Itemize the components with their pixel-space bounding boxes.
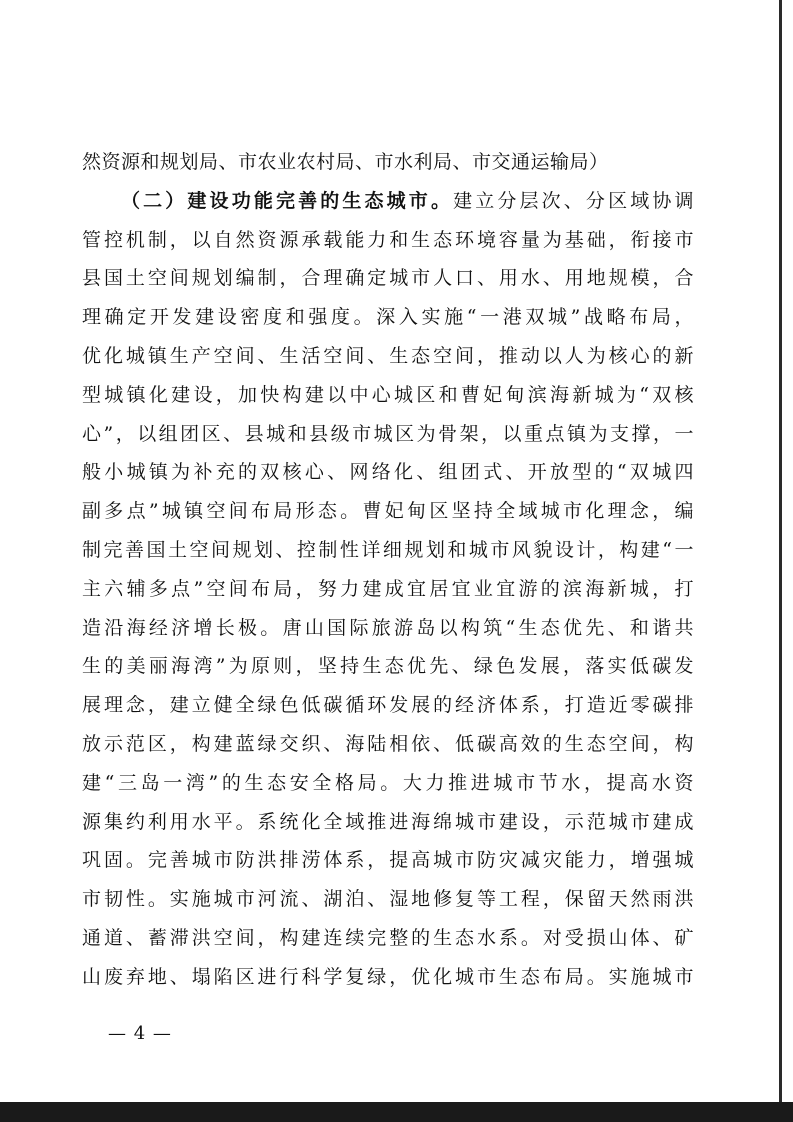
text-line: 然资源和规划局、市农业农村局、市水利局、市交通运输局） xyxy=(82,151,609,173)
text-line: 放示范区，构建蓝绿交织、海陆相依、低碳高效的生态空间，构 xyxy=(82,732,694,755)
text-line: 造沿海经济增长极。唐山国际旅游岛以构筑“生态优先、和谐共 xyxy=(82,616,694,639)
section-heading-line xyxy=(82,182,694,221)
text-line: 心”，以组团区、县城和县级市城区为骨架，以重点镇为支撑，一 xyxy=(82,422,694,445)
page-number: — 4 — xyxy=(108,1023,172,1044)
text-line: 巩固。完善城市防洪排涝体系，提高城市防灾减灾能力，增强城 xyxy=(82,849,694,872)
text-line: 县国土空间规划编制，合理确定城市人口、用水、用地规模，合 xyxy=(82,267,694,290)
body-text xyxy=(82,143,694,997)
text-line: 般小城镇为补充的双核心、网络化、组团式、开放型的“双城四 xyxy=(82,461,694,484)
text-line: 通道、蓄滞洪空间，构建连续完整的生态水系。对受损山体、矿 xyxy=(82,926,694,949)
text-line: 管控机制，以自然资源承载能力和生态环境容量为基础，衔接市 xyxy=(82,228,694,251)
text-line: 理确定开发建设密度和强度。深入实施“一港双城”战略布局， xyxy=(82,306,694,329)
text-line: 生的美丽海湾”为原则，坚持生态优先、绿色发展，落实低碳发 xyxy=(82,655,694,678)
scan-margin-right xyxy=(782,0,793,1102)
text-line: 优化城镇生产空间、生活空间、生态空间，推动以人为核心的新 xyxy=(82,344,694,367)
text-run: 建立分层次、分区域协调 xyxy=(453,189,694,212)
text-line: 源集约利用水平。系统化全域推进海绵城市建设，示范城市建成 xyxy=(82,810,694,833)
text-line: 展理念，建立健全绿色低碳循环发展的经济体系，打造近零碳排 xyxy=(82,694,694,717)
text-line: 山废弃地、塌陷区进行科学复绿，优化城市生态布局。实施城市 xyxy=(82,965,694,988)
text-line: 型城镇化建设，加快构建以中心城区和曹妃甸滨海新城为“双核 xyxy=(82,383,694,406)
text-line: 制完善国土空间规划、控制性详细规划和城市风貌设计，构建“一 xyxy=(82,538,694,561)
scan-edge-bottom xyxy=(0,1102,793,1122)
text-line: 市韧性。实施城市河流、湖泊、湿地修复等工程，保留天然雨洪 xyxy=(82,888,694,911)
text-line: 建“三岛一湾”的生态安全格局。大力推进城市节水，提高水资 xyxy=(82,771,694,794)
text-line: 副多点”城镇空间布局形态。曹妃甸区坚持全域城市化理念，编 xyxy=(82,500,694,523)
section-heading: （二）建设功能完善的生态城市。 xyxy=(121,189,454,212)
text-line: 主六辅多点”空间布局，努力建成宜居宜业宜游的滨海新城，打 xyxy=(82,577,694,600)
